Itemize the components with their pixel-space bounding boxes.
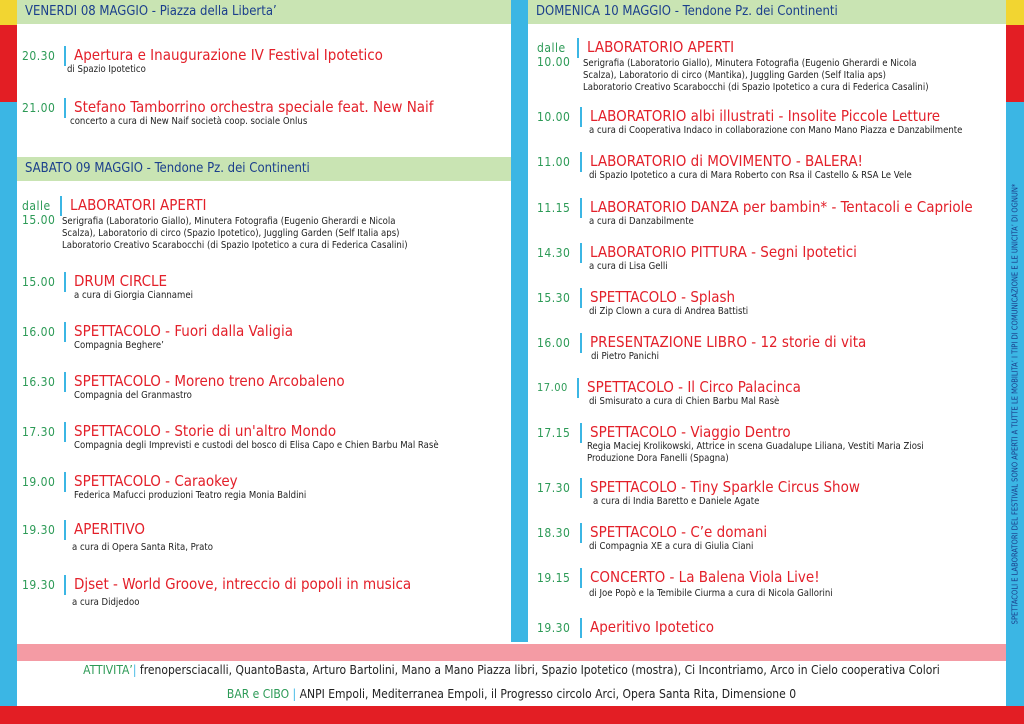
event-desc: a cura di Opera Santa Rita, Prato — [72, 542, 213, 553]
event-desc: di Pietro Panichi — [591, 351, 659, 362]
event-time: 19.30 — [537, 621, 571, 635]
saturday-event-3 — [22, 322, 507, 354]
right-yellow-bar — [1006, 0, 1024, 25]
event-time: 19.30 — [22, 523, 56, 537]
food-line — [17, 687, 1006, 701]
food-label: BAR e CIBO — [226, 687, 290, 701]
saturday-event-1 — [22, 196, 507, 256]
separator — [64, 422, 66, 442]
sunday-event-5 — [537, 243, 1002, 273]
event-title: Apertura e Inaugurazione IV Festival Ipotetico — [74, 46, 383, 64]
event-title: SPETTACOLO - C’e domani — [590, 523, 768, 541]
saturday-event-2 — [22, 272, 507, 304]
sunday-event-6 — [537, 288, 1002, 318]
event-title: LABORATORI APERTI — [70, 196, 207, 214]
event-desc: Serigrafia (Laboratorio Giallo), Minutera Fotografia (Eugenio Gherardi e Nicola Scalza), Laboratorio di circo (Spazio Ipotetico), Juggling Garden (Self Italia aps) Laboratorio Creativo Scarabocchi (di Spazio Ipotetico a cura di Federica Casalini) — [62, 216, 408, 251]
event-desc: a cura Didjedoo — [72, 597, 140, 608]
activities-line — [17, 663, 1006, 677]
bottom-red-bar — [0, 706, 1024, 724]
event-title: APERITIVO — [74, 520, 146, 538]
separator — [580, 243, 582, 263]
event-time: 11.00 — [537, 155, 571, 169]
event-time: 19.30 — [22, 578, 56, 592]
event-desc: Federica Mafucci produzioni Teatro regia Monia Baldini — [74, 490, 307, 501]
event-time: 16.00 — [537, 336, 571, 350]
event-time: 15.30 — [537, 291, 571, 305]
separator — [64, 272, 66, 292]
event-desc: di Zip Clown a cura di Andrea Battisti — [589, 306, 749, 317]
activities-text: frenopersciacalli, QuantoBasta, Arturo Bartolini, Mano a Mano Piazza libri, Spazio Ipotetico (mostra), Ci Incontriamo, Arco in Cielo cooperativa Colori — [139, 663, 940, 677]
event-desc: a cura di Lisa Gelli — [589, 261, 668, 272]
event-title: SPETTACOLO - Fuori dalla Valigia — [74, 322, 293, 340]
left-red-bar — [0, 25, 17, 102]
separator — [64, 46, 66, 66]
saturday-event-8 — [22, 575, 507, 607]
event-title: LABORATORIO albi illustrati - Insolite Piccole Letture — [590, 107, 941, 125]
event-desc: di Spazio Ipotetico a cura di Mara Roberto con Rsa il Castello & RSA Le Vele — [589, 170, 912, 181]
friday-header: VENERDI 08 MAGGIO - Piazza della Liberta’ — [17, 0, 511, 24]
separator — [580, 288, 582, 308]
event-time: 10.00 — [537, 110, 571, 124]
event-title: LABORATORIO APERTI — [587, 38, 735, 56]
saturday-header: SABATO 09 MAGGIO - Tendone Pz. dei Continenti — [17, 157, 511, 181]
event-time: dalle 15.00 — [22, 199, 56, 227]
event-desc: Compagnia Beghere’ — [74, 340, 164, 351]
separator — [580, 152, 582, 172]
event-time: 19.00 — [22, 475, 56, 489]
event-desc: di Joe Popò e la Temibile Ciurma a cura di Nicola Gallorini — [589, 588, 833, 599]
event-desc: a cura di Cooperativa Indaco in collaborazione con Mano Mano Piazza e Danzabilmente — [589, 125, 963, 136]
separator — [64, 98, 66, 118]
event-time: 17.30 — [537, 481, 571, 495]
event-time: 18.30 — [537, 526, 571, 540]
event-desc: a cura di Giorgia Ciannamei — [74, 290, 193, 301]
separator — [580, 198, 582, 218]
event-desc: Regia Maciej Krolikowski, Attrice in scena Guadalupe Liliana, Vestiti Maria Ziosi Produzione Dora Fanelli (Spagna) — [587, 441, 924, 464]
sunday-event-4 — [537, 198, 1002, 228]
event-time: 11.15 — [537, 201, 571, 215]
event-time: 17.00 — [537, 381, 568, 394]
separator — [64, 322, 66, 342]
separator — [60, 196, 62, 216]
saturday-event-7 — [22, 520, 507, 552]
event-desc: a cura di Danzabilmente — [589, 216, 694, 227]
event-time: 17.30 — [22, 425, 56, 439]
pink-divider-bar — [17, 644, 1006, 661]
separator: | — [132, 663, 137, 677]
event-time: dalle 10.00 — [537, 41, 571, 69]
separator — [64, 372, 66, 392]
friday-event-1 — [22, 46, 507, 78]
friday-event-2 — [22, 98, 507, 130]
separator — [580, 568, 582, 588]
left-blue-bar — [0, 102, 17, 642]
event-title: SPETTACOLO - Splash — [590, 288, 736, 306]
event-title: LABORATORIO PITTURA - Segni Ipotetici — [590, 243, 857, 261]
event-title: SPETTACOLO - Viaggio Dentro — [590, 423, 791, 441]
event-time: 19.15 — [537, 571, 571, 585]
separator — [580, 618, 582, 638]
side-note: SPETTACOLI E LABORATORI DEL FESTIVAL SONO APERTI A TUTTE LE MOBILITA’ I TIPI DI COMUNICAZIONE E LE UNICITA’ DI OGNUN* — [1010, 183, 1020, 625]
event-time: 21.00 — [22, 101, 56, 115]
sunday-event-9 — [537, 423, 1002, 467]
event-title: SPETTACOLO - Caraokey — [74, 472, 238, 490]
sunday-event-12 — [537, 568, 1002, 598]
event-title: PRESENTAZIONE LIBRO - 12 storie di vita — [590, 333, 867, 351]
separator — [64, 472, 66, 492]
event-title: Stefano Tamborrino orchestra speciale feat. New Naif — [74, 98, 434, 116]
event-title: LABORATORIO di MOVIMENTO - BALERA! — [590, 152, 863, 170]
saturday-event-6 — [22, 472, 507, 504]
event-title: LABORATORIO DANZA per bambin* - Tentacoli e Capriole — [590, 198, 973, 216]
sunday-event-11 — [537, 523, 1002, 553]
event-title: SPETTACOLO - Moreno treno Arcobaleno — [74, 372, 345, 390]
event-desc: di Compagnia XE a cura di Giulia Ciani — [589, 541, 754, 552]
left-blue-bar-bottom — [0, 642, 17, 706]
event-time: 17.15 — [537, 426, 571, 440]
event-title: SPETTACOLO - Tiny Sparkle Circus Show — [590, 478, 860, 496]
separator — [64, 520, 66, 540]
event-desc: di Spazio Ipotetico — [67, 64, 146, 75]
sunday-event-3 — [537, 152, 1002, 182]
event-desc: Serigrafia (Laboratorio Giallo), Minutera Fotografia (Eugenio Gherardi e Nicola Scalza), Laboratorio di circo (Mantika), Juggling Garden (Self Italia aps) Laboratorio Creativo Scarabocchi (di Spazio Ipotetico a cura di Federica Casalini) — [583, 58, 929, 93]
separator: | — [292, 687, 297, 701]
event-time: 16.30 — [22, 375, 56, 389]
sunday-event-1 — [537, 38, 1002, 98]
food-text: ANPI Empoli, Mediterranea Empoli, il Progresso circolo Arci, Opera Santa Rita, Dimensione 0 — [299, 687, 797, 701]
event-desc: Compagnia del Granmastro — [74, 390, 192, 401]
event-time: 14.30 — [537, 246, 571, 260]
separator — [580, 423, 582, 443]
sunday-header: DOMENICA 10 MAGGIO - Tendone Pz. dei Continenti — [528, 0, 1006, 24]
saturday-event-4 — [22, 372, 507, 404]
separator — [580, 333, 582, 353]
event-title: Aperitivo Ipotetico — [590, 618, 715, 636]
sunday-event-10 — [537, 478, 1002, 508]
sunday-event-7 — [537, 333, 1002, 363]
saturday-event-5 — [22, 422, 507, 454]
right-red-bar — [1006, 25, 1024, 102]
separator — [577, 378, 579, 398]
event-title: CONCERTO - La Balena Viola Live! — [590, 568, 820, 586]
sunday-event-13 — [537, 618, 1002, 640]
middle-blue-bar — [511, 0, 528, 642]
event-time: 15.00 — [22, 275, 56, 289]
separator — [577, 38, 579, 58]
sunday-event-8 — [537, 378, 1002, 408]
event-title: SPETTACOLO - Il Circo Palacinca — [587, 378, 801, 396]
event-desc: Compagnia degli Imprevisti e custodi del bosco di Elisa Capo e Chien Barbu Mal Rasè — [74, 440, 439, 451]
separator — [64, 575, 66, 595]
left-yellow-bar — [0, 0, 17, 25]
event-desc: a cura di India Baretto e Daniele Agate — [593, 496, 760, 507]
event-title: Djset - World Groove, intreccio di popoli in musica — [74, 575, 412, 593]
sunday-event-2 — [537, 107, 1002, 137]
event-time: 20.30 — [22, 49, 56, 63]
event-title: SPETTACOLO - Storie di un'altro Mondo — [74, 422, 337, 440]
separator — [580, 107, 582, 127]
separator — [580, 523, 582, 543]
event-time: 16.00 — [22, 325, 56, 339]
activities-label: ATTIVITA’ — [83, 663, 133, 677]
event-desc: di Smisurato a cura di Chien Barbu Mal Rasè — [589, 396, 780, 407]
event-title: DRUM CIRCLE — [74, 272, 168, 290]
event-desc: concerto a cura di New Naif società coop. sociale Onlus — [70, 116, 308, 127]
separator — [580, 478, 582, 498]
